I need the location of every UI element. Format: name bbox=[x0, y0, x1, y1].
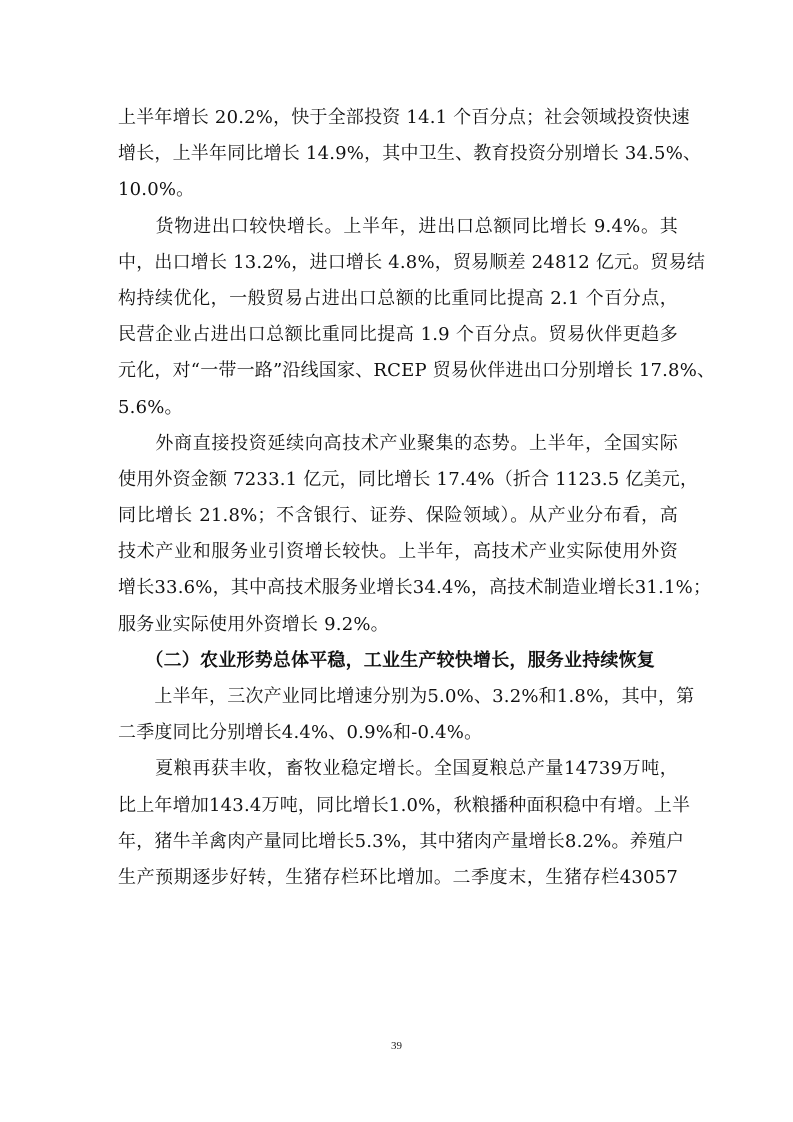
text-line: 上半年增长 20.2%，快于全部投资 14.1 个百分点；社会领域投资快速 bbox=[118, 107, 690, 128]
text-line: 比上年增加143.4万吨，同比增长1.0%，秋粮播种面积稳中有增。上半 bbox=[118, 794, 691, 816]
section-heading: （二）农业形势总体平稳，工业生产较快增长，服务业持续恢复 bbox=[118, 649, 655, 671]
text-line: 夏粮再获丰收，畜牧业稳定增长。全国夏粮总产量14739万吨， bbox=[118, 758, 678, 780]
text-line: 增长33.6%，其中高技术服务业增长34.4%，高技术制造业增长31.1%； bbox=[118, 577, 712, 599]
text-line: 5.6%。 bbox=[118, 396, 183, 418]
text-line: 上半年，三次产业同比增速分别为5.0%、3.2%和1.8%，其中，第 bbox=[118, 686, 695, 707]
text-line: 货物进出口较快增长。上半年，进出口总额同比增长 9.4%。其 bbox=[118, 215, 678, 237]
text-line: 使用外资金额 7233.1 亿元，同比增长 17.4%（折合 1123.5 亿美元， bbox=[118, 468, 699, 490]
text-line: 增长，上半年同比增长 14.9%，其中卫生、教育投资分别增长 34.5%、 bbox=[118, 143, 702, 165]
page-number: 39 bbox=[391, 1040, 402, 1052]
text-line: 同比增长 21.8%；不含银行、证券、保险领域）。从产业分布看，高 bbox=[118, 505, 678, 527]
text-line: 民营企业占进出口总额比重同比提高 1.9 个百分点。贸易伙伴更趋多 bbox=[118, 324, 678, 346]
text-line: 构持续优化，一般贸易占进出口总额的比重同比提高 2.1 个百分点， bbox=[118, 287, 678, 309]
text-line: 年，猪牛羊禽肉产量同比增长5.3%，其中猪肉产量增长8.2%。养殖户 bbox=[118, 830, 685, 852]
text-line: 元化，对“一带一路”沿线国家、RCEP 贸易伙伴进出口分别增长 17.8%、 bbox=[118, 360, 716, 382]
text-line: 10.0%。 bbox=[118, 179, 195, 201]
text-line: 服务业实际使用外资增长 9.2%。 bbox=[118, 613, 389, 635]
text-line: 二季度同比分别增长4.4%、0.9%和-0.4%。 bbox=[118, 722, 483, 744]
text-line: 中，出口增长 13.2%，进口增长 4.8%，贸易顺差 24812 亿元。贸易结 bbox=[118, 251, 706, 273]
text-line: 外商直接投资延续向高技术产业聚集的态势。上半年，全国实际 bbox=[118, 432, 678, 454]
text-line: 生产预期逐步好转，生猪存栏环比增加。二季度末，生猪存栏43057 bbox=[118, 866, 678, 888]
body-text bbox=[118, 100, 716, 896]
text-line: 技术产业和服务业引资增长较快。上半年，高技术产业实际使用外资 bbox=[118, 541, 678, 563]
